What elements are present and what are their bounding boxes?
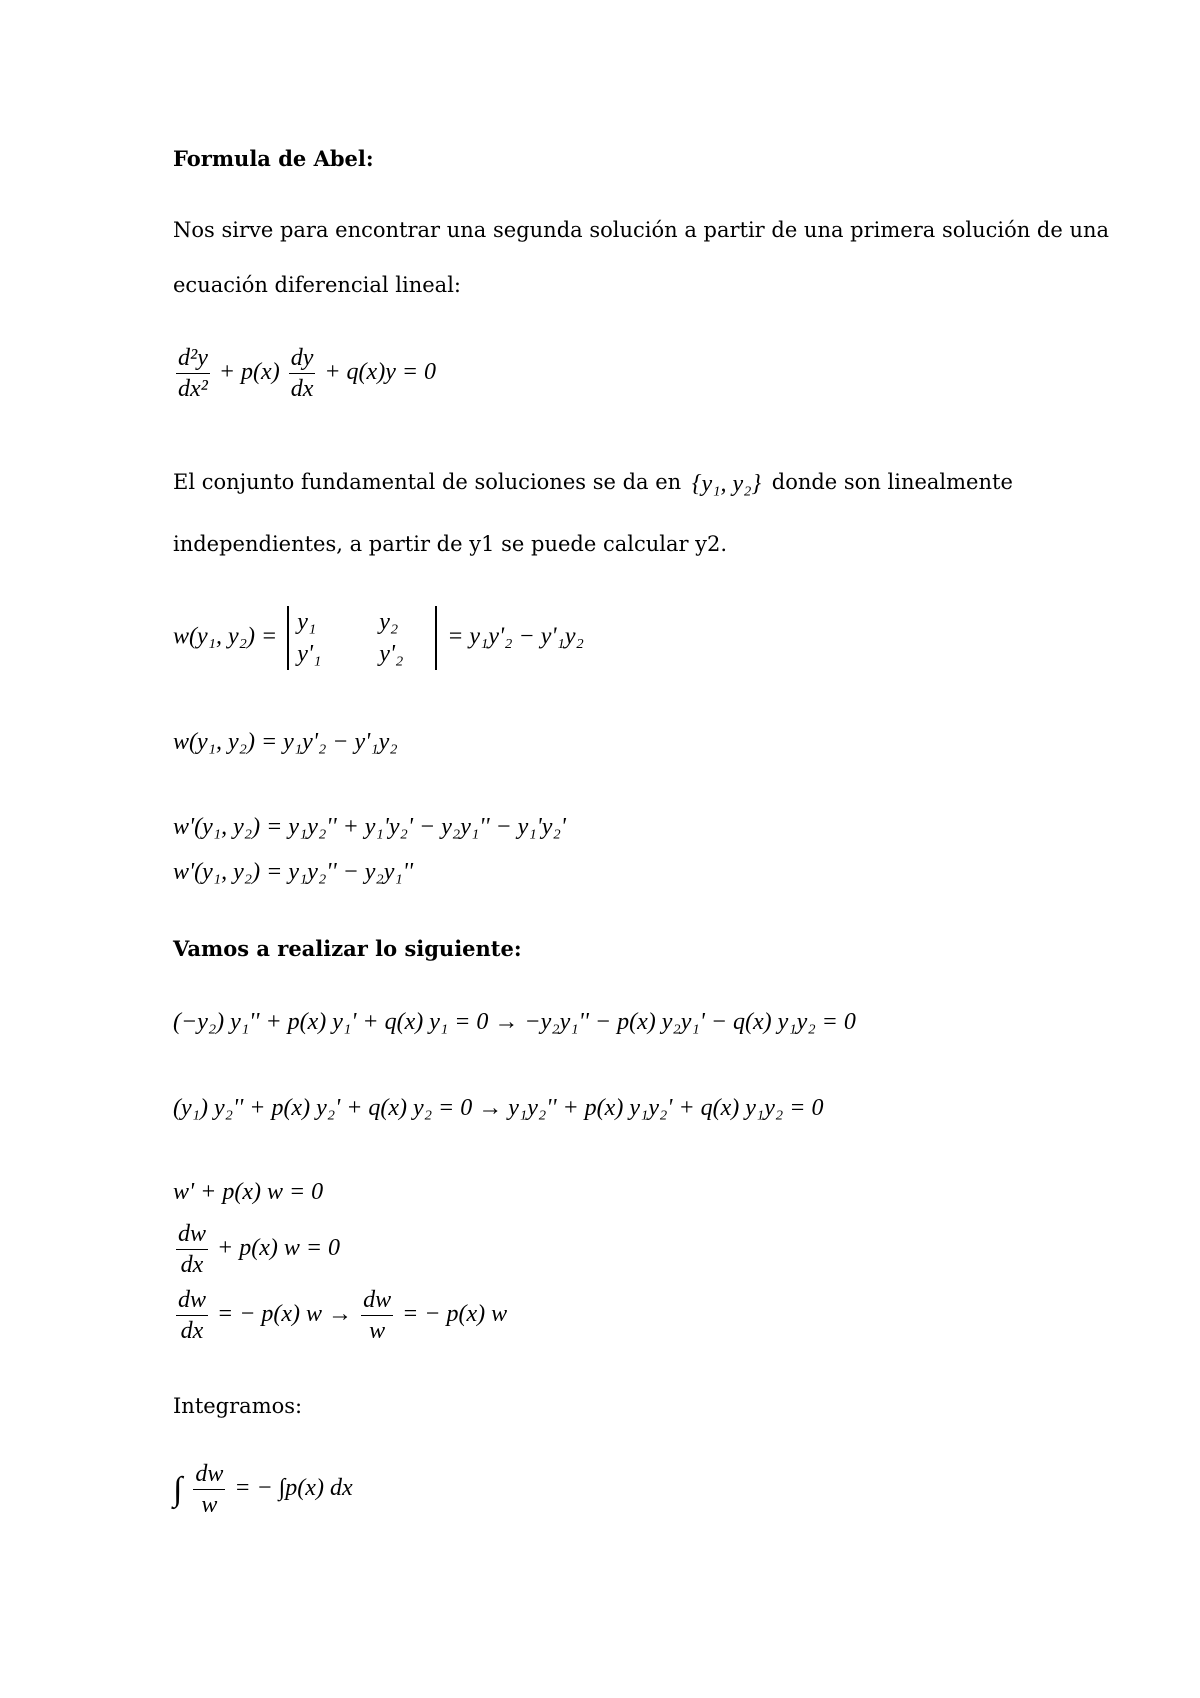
dw-dx-fraction: $\frac{dw}{dx}$ xyxy=(178,1221,207,1278)
system-line-1: (−y₂) y₁'' + p(x) y₁' + q(x) y₁ = 0 → −y₂y₁'' − p(x) y₂y₁' − q(x) y₁y₂ = 0 xyxy=(173,1009,856,1035)
integral-sign: ∫ xyxy=(173,1470,183,1508)
wronskian-equation: w(y₁, y₂) = y₁y'₂ − y'₁y₂ xyxy=(173,729,398,755)
ode-fraction-2: $\frac{dy}{dx}$ xyxy=(290,345,314,402)
wronskian-determinant: w(y₁, y₂) = y₁ y₂ y'₁ y'₂ = y₁y'₂ − y'₁y₂ xyxy=(173,606,584,670)
determinant-matrix: y₁ y₂ y'₁ y'₂ xyxy=(287,606,437,670)
integral-equation: ∫ $\frac{dw}{w}$ = − ∫p(x) dx xyxy=(173,1461,353,1518)
ode-fraction-1: $\frac{\text{d²y}}{\text{dx²}}$ xyxy=(178,345,208,402)
dw-dx-fraction-2: $\frac{dw}{dx}$ xyxy=(178,1287,207,1344)
intro-line-2: ecuación diferencial lineal: xyxy=(173,273,461,297)
integral-fraction: $\frac{dw}{w}$ xyxy=(195,1461,224,1518)
fundamental-line-1: El conjunto fundamental de soluciones se da en {y₁, y₂} donde son linealmente xyxy=(173,470,1013,497)
heading: Formula de Abel: xyxy=(173,146,374,171)
reduced-line-1: w' + p(x) w = 0 xyxy=(173,1179,324,1205)
solution-set: {y₁, y₂} xyxy=(691,470,762,497)
fundamental-line-2: independientes, a partir de y1 se puede calcular y2. xyxy=(173,532,728,556)
ode-equation: $\frac{\text{d²y}}{\text{dx²}}$ + p(x) $\frac{dy}{dx}$ + q(x)y = 0 xyxy=(178,345,437,402)
integrate-label: Integramos: xyxy=(173,1394,303,1418)
wronskian-derivative-1: w'(y₁, y₂) = y₁y₂'' + y₁'y₂' − y₂y₁'' − y₁'y₂' xyxy=(173,814,566,840)
dw-w-fraction: $\frac{dw}{w}$ xyxy=(363,1287,392,1344)
wronskian-derivative-2: w'(y₁, y₂) = y₁y₂'' − y₂y₁'' xyxy=(173,859,414,885)
reduced-line-2: $\frac{dw}{dx}$ + p(x) w = 0 xyxy=(178,1221,341,1278)
reduced-line-3: $\frac{dw}{dx}$ = − p(x) w → $\frac{dw}{w}$ = − p(x) w xyxy=(178,1287,508,1344)
intro-line-1: Nos sirve para encontrar una segunda solución a partir de una primera solución de una xyxy=(173,218,1110,242)
subheading: Vamos a realizar lo siguiente: xyxy=(173,936,522,961)
system-line-2: (y₁) y₂'' + p(x) y₂' + q(x) y₂ = 0 → y₁y₂'' + p(x) y₁y₂' + q(x) y₁y₂ = 0 xyxy=(173,1095,824,1121)
